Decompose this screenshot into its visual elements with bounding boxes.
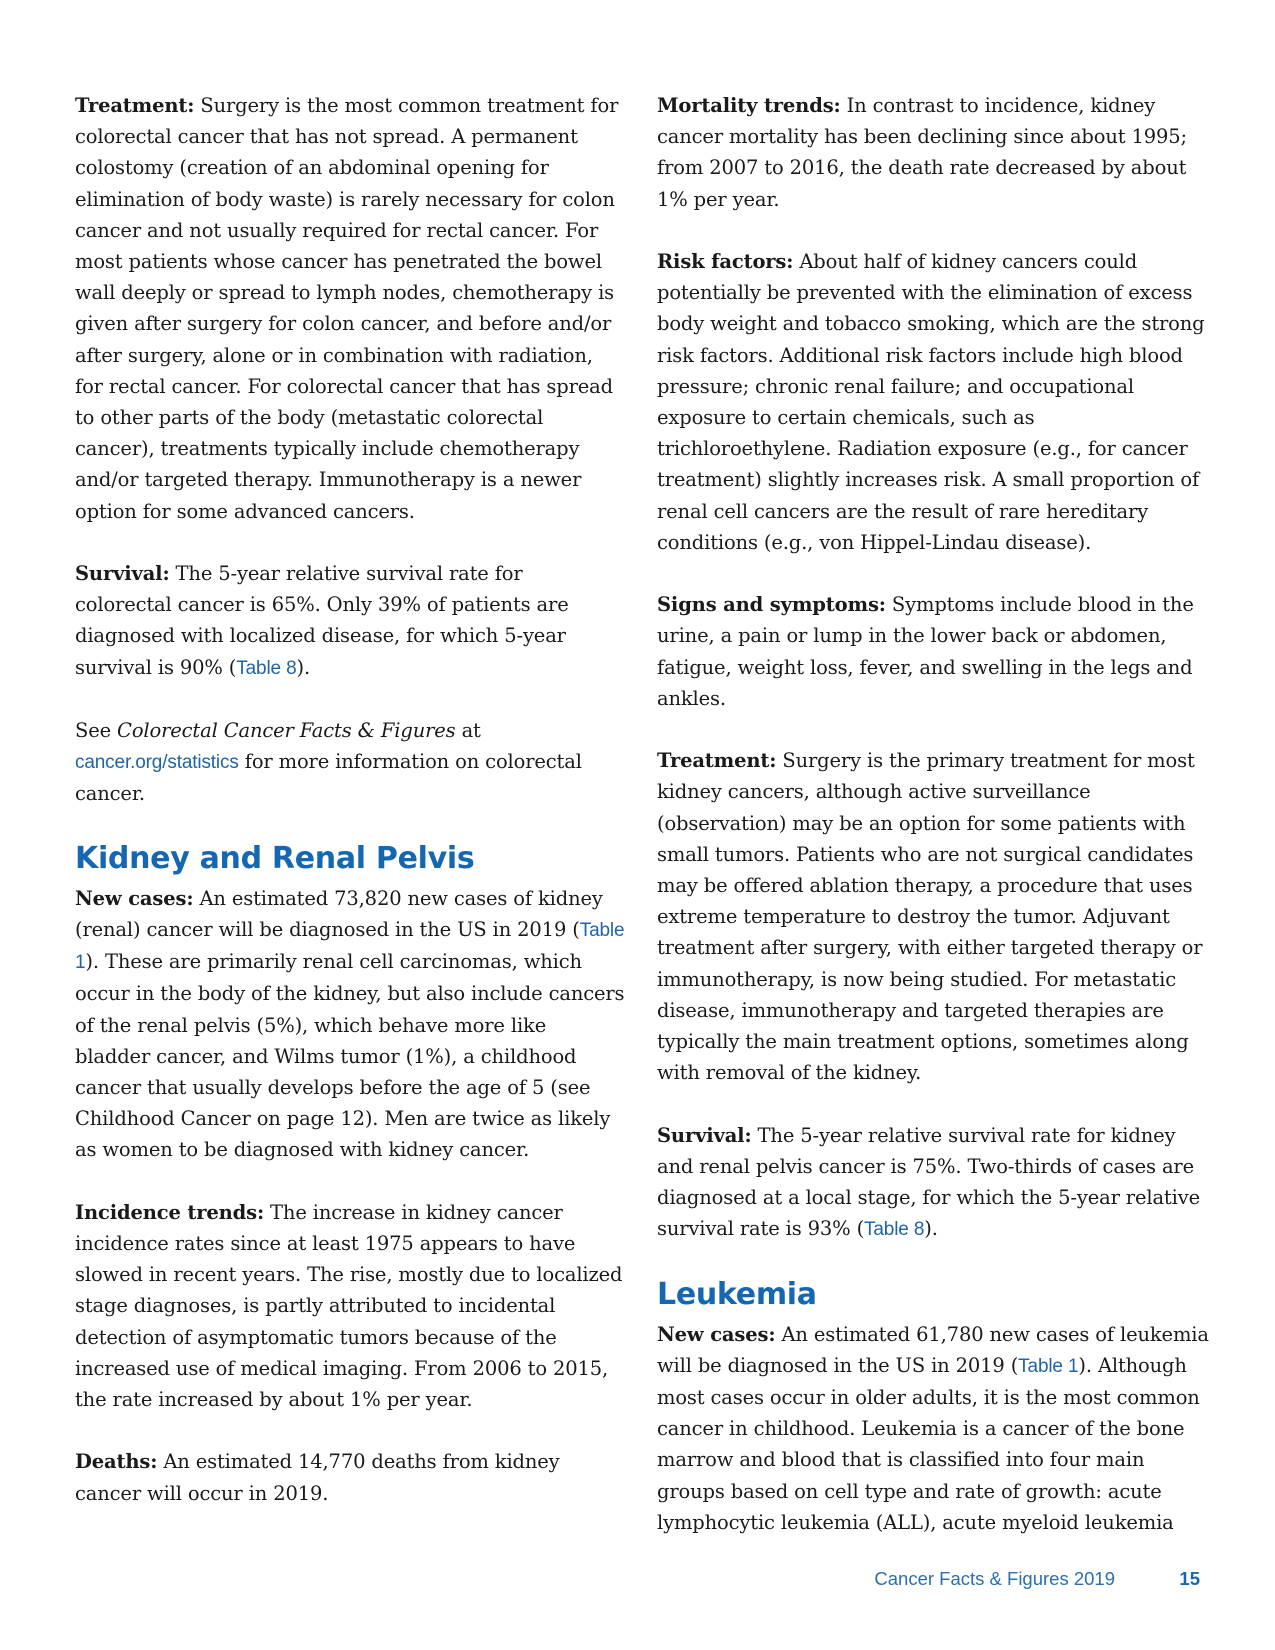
left-column bbox=[75, 90, 625, 1540]
paragraph-text: About half of kidney cancers could potentially be prevented with the elimination of excess body weight and tobacco smoking, which are the strong risk factors. Additional risk factors include high blood pressure; chronic renal failure; and occupational exposure to certain chemicals, such as trichloroethylene. Radiation exposure (e.g., for cancer treatment) slightly increases risk. A small proportion of renal cell cancers are the result of rare hereditary conditions (e.g., von Hippel-Lindau disease). bbox=[657, 250, 1205, 554]
paragraph-text: ). These are primarily renal cell carcinomas, which occur in the body of the kidney, but also include cancers of the renal pelvis (5%), which behave more like bladder cancer, and Wilms tumor (1%), a childhood cancer that usually develops before the age of 5 (see Childhood Cancer on page 12). Men are twice as likely as women to be diagnosed with kidney cancer. bbox=[75, 950, 625, 1162]
kidney-new-cases-paragraph bbox=[75, 883, 625, 1166]
paragraph-label: Risk factors: bbox=[657, 250, 794, 273]
kidney-survival-paragraph bbox=[657, 1120, 1209, 1246]
paragraph-text: The 5-year relative survival rate for kidney and renal pelvis cancer is 75%. Two-thirds of cases are diagnosed at a local stage, for which the 5-year relative survival rate is 93% ( bbox=[657, 1123, 1200, 1241]
cancer-org-statistics-link[interactable]: cancer.org/statistics bbox=[75, 752, 239, 774]
paragraph-text: ). bbox=[924, 1217, 938, 1241]
table-1-link[interactable]: Table 1 bbox=[75, 920, 625, 974]
paragraph-label: Treatment: bbox=[657, 749, 777, 773]
right-column bbox=[657, 90, 1209, 1569]
paragraph-label: Mortality trends: bbox=[657, 94, 841, 117]
paragraph-label: Treatment: bbox=[75, 94, 195, 117]
paragraph-text: Surgery is the primary treatment for most kidney cancers, although active surveillance (observation) may be an option for some patients with small tumors. Patients who are not surgical candidates may be offered ablation therapy, a procedure that uses extreme temperature to destroy the tumor. Adjuvant treatment after surgery, with either targeted therapy or immunotherapy, is now being studied. For metastatic disease, immunotherapy and targeted therapies are typically the main treatment options, sometimes along with removal of the kidney. bbox=[657, 749, 1203, 1085]
colorectal-survival-paragraph bbox=[75, 558, 625, 684]
kidney-risk-factors-paragraph bbox=[657, 246, 1209, 558]
paragraph-text: In contrast to incidence, kidney cancer mortality has been declining since about 1995; from 2007 to 2016, the death rate decreased by about 1% per year. bbox=[657, 94, 1187, 211]
table-8-link[interactable]: Table 8 bbox=[864, 1219, 925, 1241]
paragraph-text: ). Although most cases occur in older adults, it is the most common cancer in childhood. Leukemia is a cancer of the bone marrow and blood that is classified into four main groups based on cell type and rate of growth: acute lymphocytic leukemia (ALL), acute myeloid leukemia bbox=[657, 1353, 1200, 1534]
leukemia-section-heading: Leukemia bbox=[657, 1276, 817, 1312]
kidney-signs-paragraph bbox=[657, 589, 1209, 714]
paragraph-text: ). bbox=[296, 655, 310, 679]
paragraph-text: Symptoms include blood in the urine, a pain or lump in the lower back or abdomen, fatigue, weight loss, fever, and swelling in the legs and ankles. bbox=[657, 593, 1194, 710]
publication-title: Colorectal Cancer Facts & Figures bbox=[117, 719, 456, 743]
paragraph-text: The increase in kidney cancer incidence rates since at least 1975 appears to have slowed in recent years. The rise, mostly due to localized stage diagnoses, is partly attributed to incidental detection of asymptomatic tumors because of the increased use of medical imaging. From 2006 to 2015, the rate increased by about 1% per year. bbox=[75, 1200, 623, 1412]
paragraph-label: Survival: bbox=[657, 1123, 752, 1147]
paragraph-text: See bbox=[75, 719, 118, 743]
colorectal-treatment-paragraph bbox=[75, 90, 625, 527]
paragraph-text: An estimated 14,770 deaths from kidney cancer will occur in 2019. bbox=[75, 1450, 560, 1505]
see-more-paragraph bbox=[75, 715, 625, 810]
page-number: 15 bbox=[1179, 1568, 1200, 1589]
paragraph-text: An estimated 61,780 new cases of leukemia will be diagnosed in the US in 2019 ( bbox=[657, 1322, 1209, 1377]
paragraph-text: Surgery is the most common treatment for colorectal cancer that has not spread. A permanent colostomy (creation of an abdominal opening for elimination of body waste) is rarely necessary for colon cancer and not usually required for rectal cancer. For most patients whose cancer has penetrated the bowel wall deeply or spread to lymph nodes, chemotherapy is given after surgery for colon cancer, and before and/or after surgery, alone or in combination with radiation, for rectal cancer. For colorectal cancer that has spread to other parts of the body (metastatic colorectal cancer), treatments typically include chemotherapy and/or targeted therapy. Immunotherapy is a newer option for some advanced cancers. bbox=[75, 94, 619, 523]
footer-publication-title: Cancer Facts & Figures 2019 bbox=[874, 1568, 1115, 1589]
table-8-link[interactable]: Table 8 bbox=[236, 657, 297, 679]
paragraph-label: Signs and symptoms: bbox=[657, 593, 886, 617]
paragraph-label: Incidence trends: bbox=[75, 1200, 264, 1224]
kidney-mortality-paragraph bbox=[657, 90, 1209, 215]
paragraph-label: Survival: bbox=[75, 562, 170, 586]
kidney-deaths-paragraph bbox=[75, 1446, 625, 1508]
paragraph-text: at bbox=[455, 719, 481, 743]
leukemia-new-cases-paragraph bbox=[657, 1319, 1209, 1538]
kidney-treatment-paragraph bbox=[657, 745, 1209, 1088]
kidney-incidence-paragraph bbox=[75, 1197, 625, 1415]
page-footer bbox=[0, 1568, 1275, 1594]
paragraph-text: for more information on colorectal cancer. bbox=[75, 750, 582, 806]
paragraph-text: An estimated 73,820 new cases of kidney (renal) cancer will be diagnosed in the US in 2019 ( bbox=[75, 886, 603, 942]
kidney-section-heading: Kidney and Renal Pelvis bbox=[75, 840, 475, 876]
paragraph-label: New cases: bbox=[75, 886, 194, 910]
paragraph-label: Deaths: bbox=[75, 1450, 158, 1474]
paragraph-text: The 5-year relative survival rate for colorectal cancer is 65%. Only 39% of patients are diagnosed with localized disease, for which 5-year survival is 90% ( bbox=[75, 562, 569, 679]
paragraph-label: New cases: bbox=[657, 1322, 776, 1346]
table-1-link[interactable]: Table 1 bbox=[1018, 1355, 1079, 1377]
